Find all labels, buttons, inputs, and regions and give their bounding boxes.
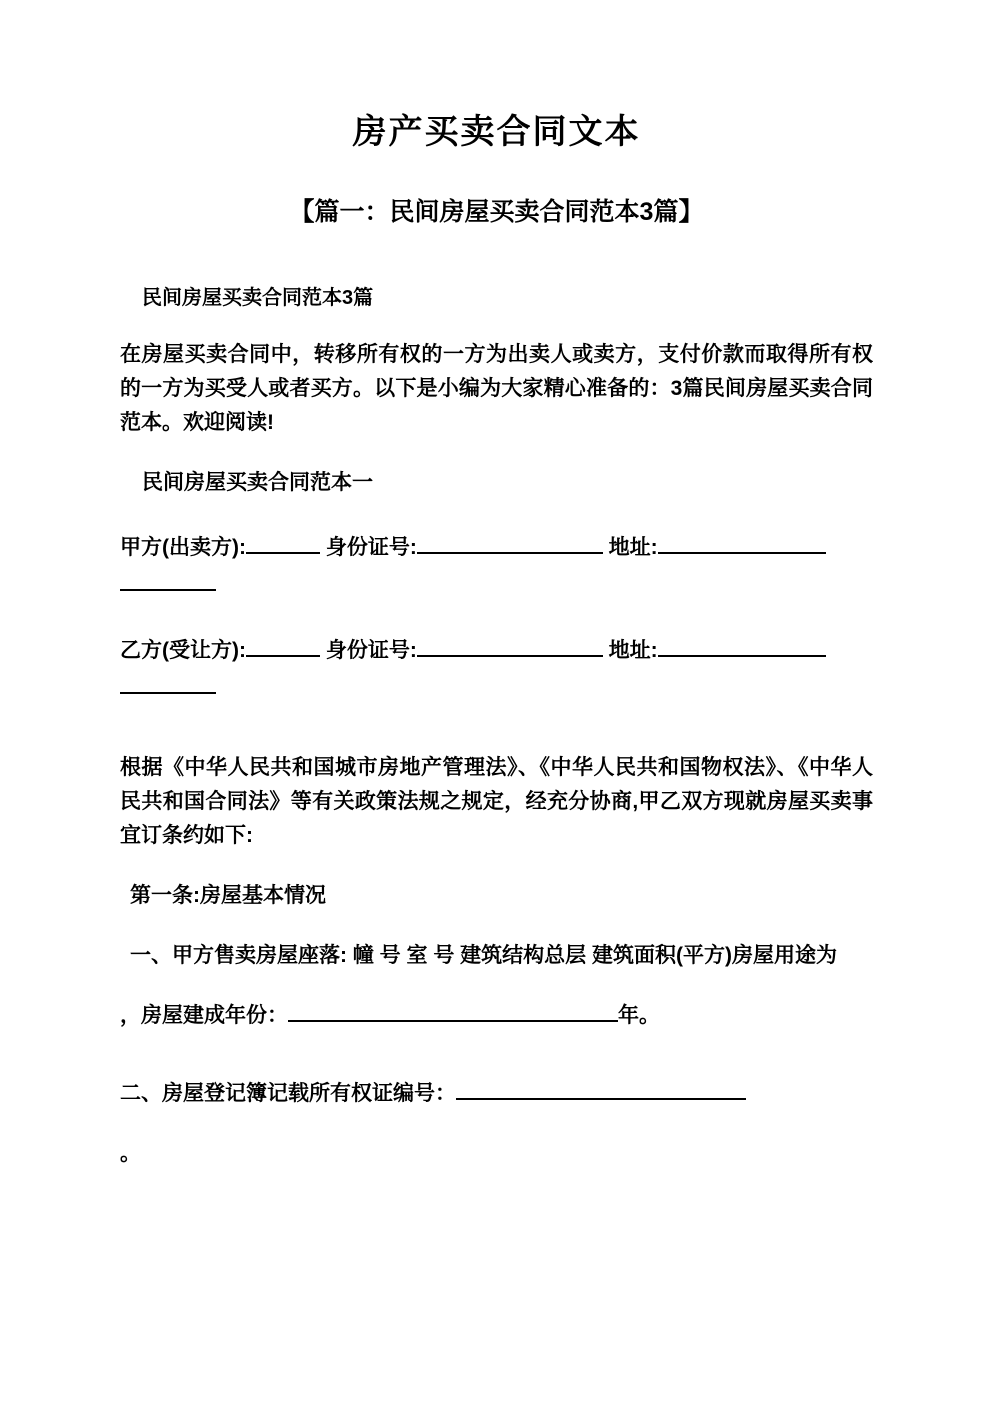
document-subtitle: 【篇一：民间房屋买卖合同范本3篇】: [289, 198, 704, 227]
party-b-address-label: 地址:: [608, 639, 658, 663]
party-b-address-blank[interactable]: [658, 655, 826, 657]
party-a-id-label: 身份证号:: [325, 535, 417, 559]
clause-two-line: [120, 1077, 873, 1111]
party-a-address-blank-cont[interactable]: [120, 589, 216, 591]
party-a-address-blank[interactable]: [658, 552, 826, 554]
party-b-address-blank-cont[interactable]: [120, 692, 216, 694]
clause-two-suffix-line: 。: [120, 1141, 141, 1165]
article-one-heading: 第一条:房屋基本情况: [130, 883, 326, 907]
section-heading: 民间房屋买卖合同范本3篇: [142, 286, 374, 309]
party-a-address-label: 地址:: [608, 535, 658, 559]
legal-basis-paragraph: 根据《中华人民共和国城市房地产管理法》、《中华人民共和国物权法》、《中华人民共和国合同法》等有关政策法规之规定，经充分协商,甲乙双方现就房屋买卖事宜订条约如下:: [120, 755, 873, 847]
clause-one-year-suffix: 年。: [618, 1003, 660, 1027]
party-a-id-blank[interactable]: [417, 552, 603, 554]
party-b-label: 乙方(受让方):: [120, 639, 246, 663]
ownership-cert-blank[interactable]: [456, 1098, 746, 1100]
party-a-label: 甲方(出卖方):: [120, 535, 246, 559]
intro-paragraph: 在房屋买卖合同中，转移所有权的一方为出卖人或卖方，支付价款而取得所有权的一方为买受人或者买方。以下是小编为大家精心准备的：3篇民间房屋买卖合同范本。欢迎阅读!: [120, 342, 873, 434]
party-b-name-blank[interactable]: [246, 655, 320, 657]
clause-one-year-line: [120, 999, 873, 1033]
clause-one-text: 一、甲方售卖房屋座落: 幢 号 室 号 建筑结构总层 建筑面积(平方)房屋用途为: [130, 943, 837, 967]
clause-two-prefix: 二、房屋登记簿记载所有权证编号：: [120, 1081, 456, 1105]
party-b-line: [120, 633, 873, 707]
party-b-id-label: 身份证号:: [325, 639, 417, 663]
party-a-name-blank[interactable]: [246, 552, 320, 554]
build-year-blank[interactable]: [288, 1020, 618, 1022]
sample-heading: 民间房屋买卖合同范本一: [142, 470, 373, 494]
clause-one-year-prefix: ，房屋建成年份：: [120, 1003, 288, 1027]
party-a-line: [120, 530, 873, 604]
party-b-id-blank[interactable]: [417, 655, 603, 657]
spacer: [120, 707, 873, 725]
page-title: 房产买卖合同文本: [352, 113, 641, 151]
